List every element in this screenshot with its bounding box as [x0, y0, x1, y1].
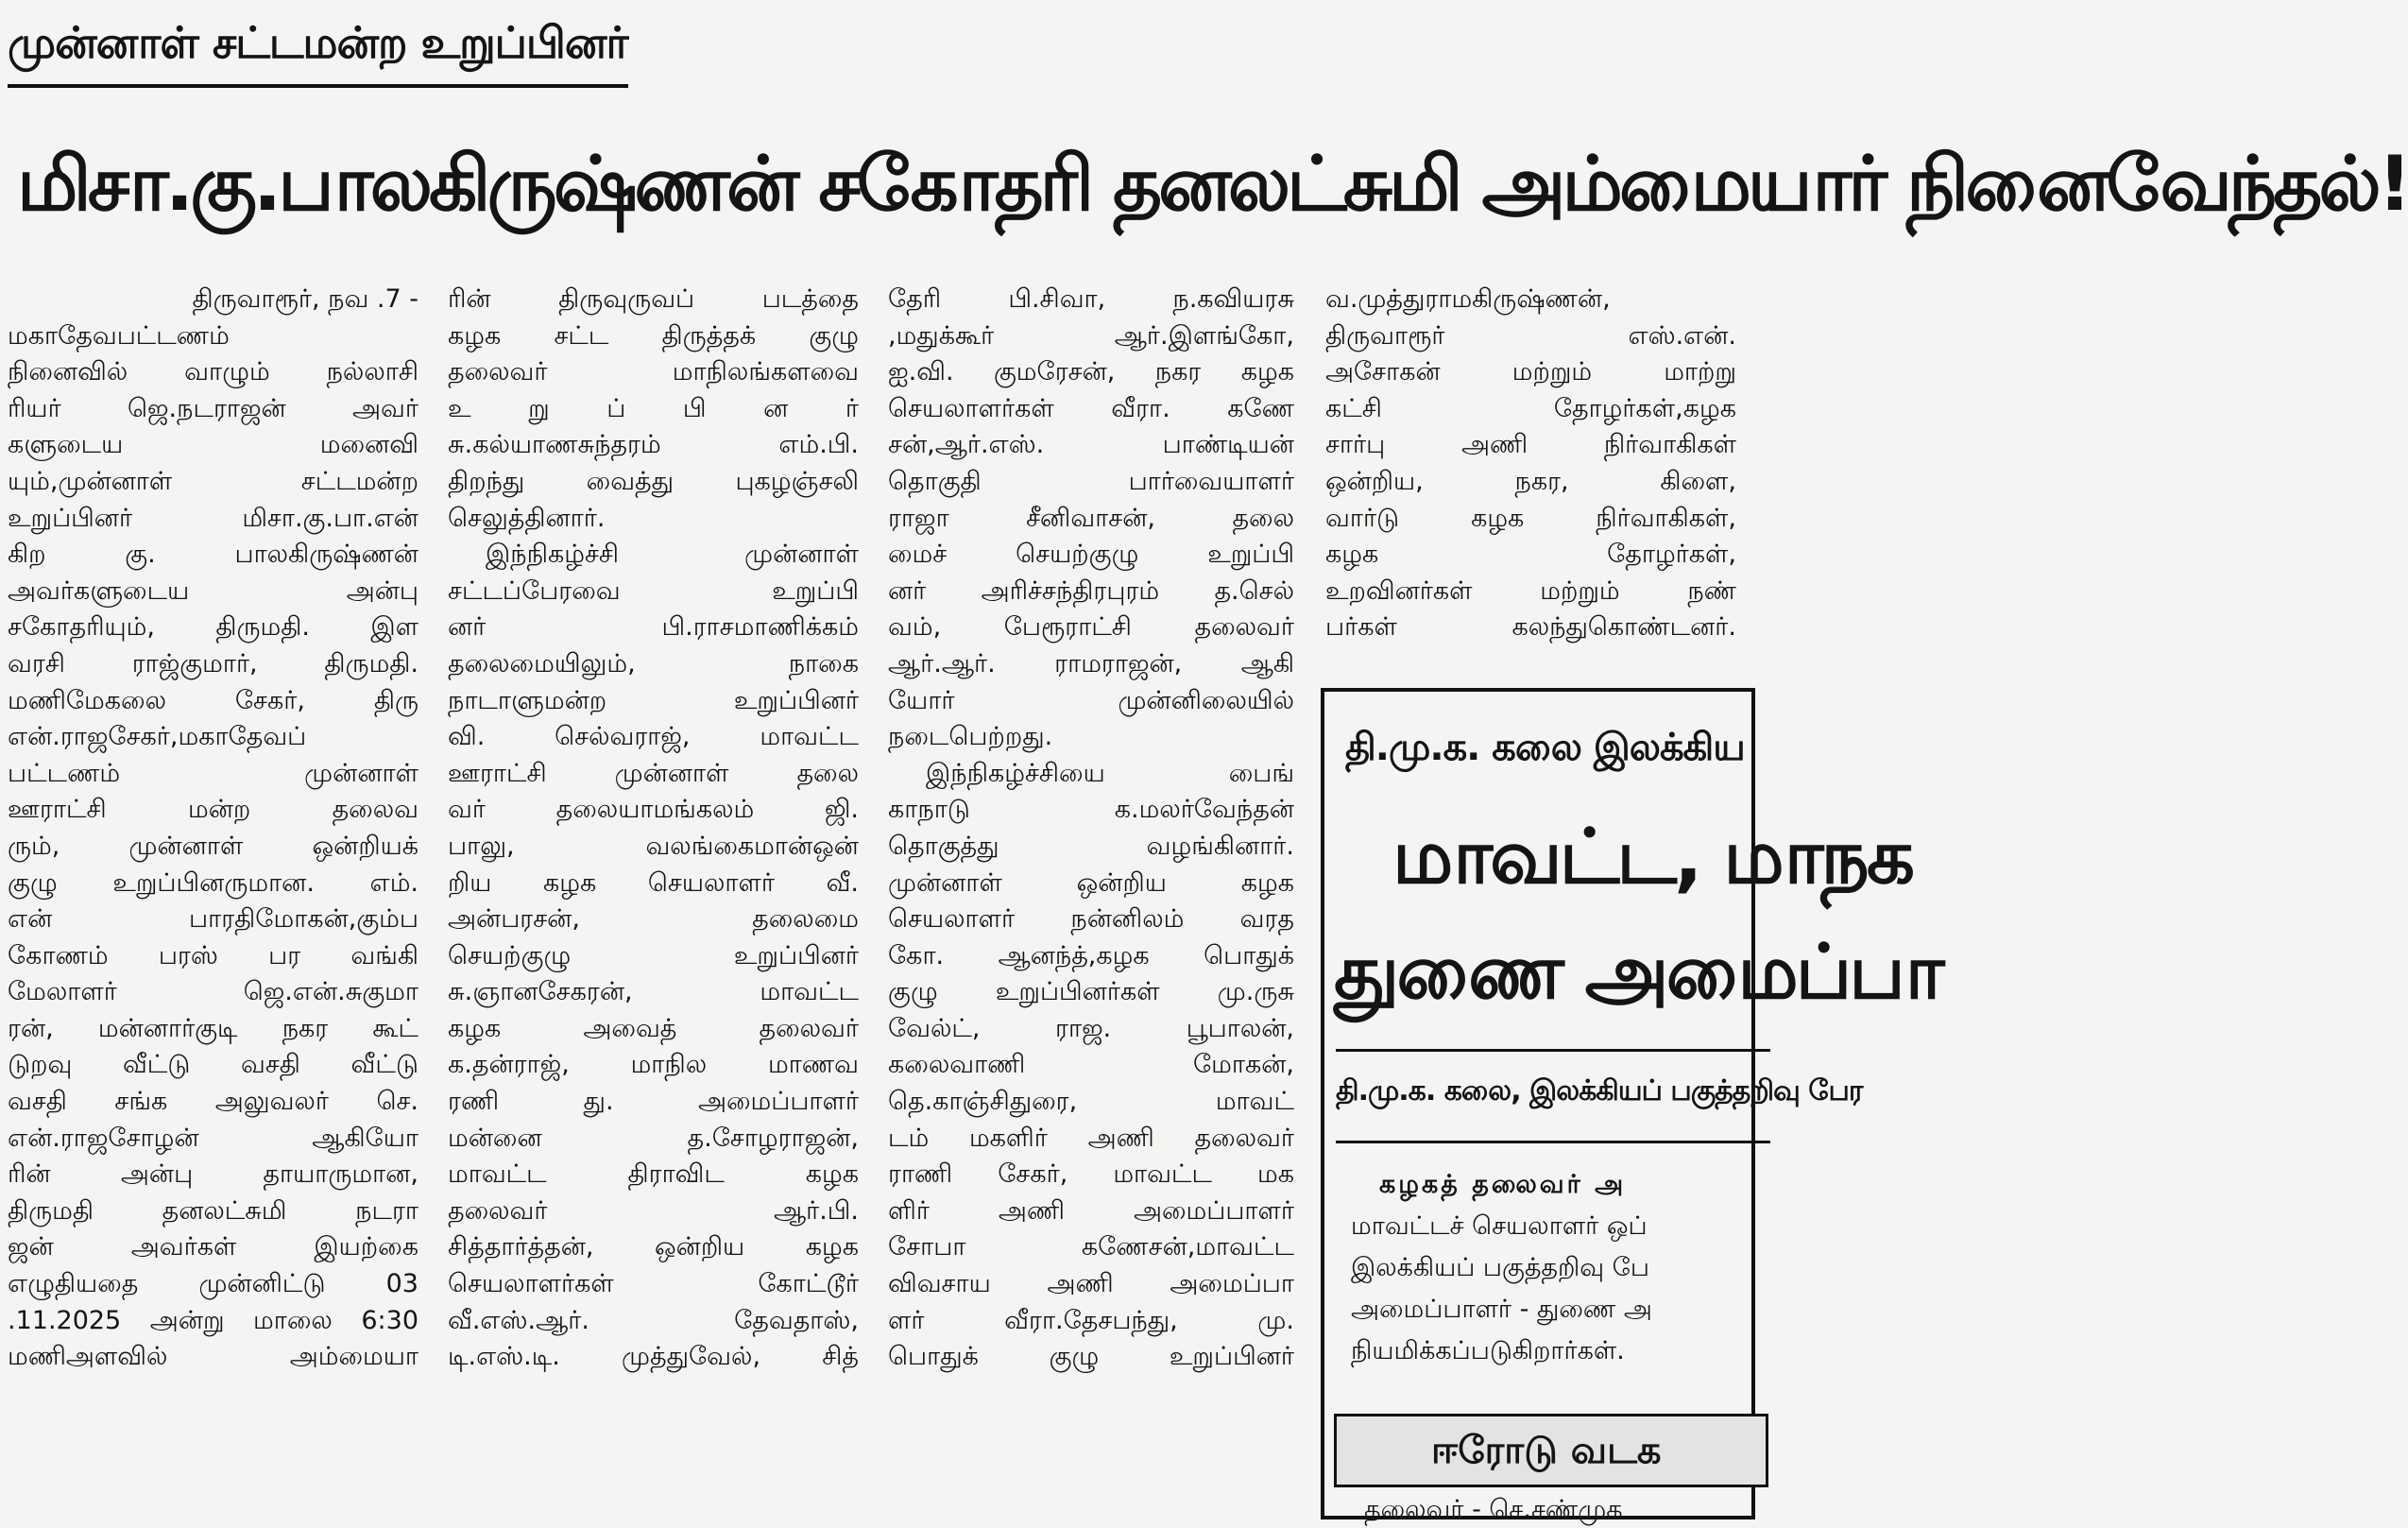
article-line: ரன், மன்னார்குடி நகர கூட்	[8, 1013, 418, 1043]
article-line: மைச் செயற்குழு உறுப்பி	[888, 540, 1294, 570]
article-line: இந்நிகழ்ச்சி முன்னாள்	[486, 540, 859, 570]
notice-bottom-line: தலைவர் - செ.சண்முக	[1364, 1495, 1623, 1524]
article-line: யும்,முன்னாள் சட்டமன்ற	[8, 466, 418, 496]
adjacent-notice-box	[1321, 688, 1942, 1524]
article-line: என்.ராஜசேகர்,மகாதேவப்	[8, 722, 307, 752]
article-line: தேரி பி.சிவா, ந.கவியரசு	[888, 284, 1294, 314]
notice-region-banner: ஈரோடு வடக	[1334, 1414, 1768, 1487]
article-line: வீ.எஸ்.ஆர். தேவதாஸ்,	[448, 1305, 859, 1335]
article-line: ரின் அன்பு தாயாருமான,	[8, 1159, 418, 1190]
article-line: ஊராட்சி முன்னாள் தலை	[448, 758, 859, 788]
article-line: குழு உறுப்பினருமான. எம்.	[8, 867, 418, 898]
article-line: செயலாளர்கள் வீரா. கணே	[888, 393, 1294, 423]
notice-body-line: மாவட்டச் செயலாளர் ஒப்	[1351, 1211, 1648, 1241]
article-line: பாலு, வலங்கைமான்ஒன்	[448, 831, 859, 861]
article-line: உ று ப் பி ன ர்	[448, 393, 859, 423]
article-line: ஆர்.ஆர். ராமராஜன், ஆகி	[888, 648, 1294, 678]
article-line: ,மதுக்கூர் ஆர்.இளங்கோ,	[888, 320, 1294, 351]
notice-subheading: தி.மு.க. கலை, இலக்கியப் பகுத்தறிவு பேர	[1336, 1074, 1863, 1107]
article-line: செயற்குழு உறுப்பினர்	[448, 940, 859, 970]
article-line: உறுப்பினர் மிசா.கு.பா.என்	[8, 503, 418, 533]
article-line: குழு உறுப்பினர்கள் மு.ருசு	[888, 977, 1294, 1007]
article-line: கோ. ஆனந்த்,கழக பொதுக்	[888, 940, 1294, 970]
article-line: வ.முத்துராமகிருஷ்ணன்,	[1325, 284, 1611, 314]
article-line: முன்னாள் ஒன்றிய கழக	[888, 867, 1294, 898]
article-line: ளிர் அணி அமைப்பாளர்	[888, 1195, 1294, 1226]
article-line: வேல்ட், ராஜ. பூபாலன்,	[888, 1013, 1294, 1043]
article-line: கிற கு. பாலகிருஷ்ணன்	[8, 540, 418, 570]
article-line: தலைமையிலும், நாகை	[448, 648, 859, 678]
article-line: நினைவில் வாழும் நல்லாசி	[8, 357, 418, 387]
notice-heading: தி.மு.க. கலை இலக்கிய	[1345, 726, 1745, 769]
article-line: அவர்களுடைய அன்பு	[8, 575, 418, 606]
article-line: சு.கல்யாணசுந்தரம் எம்.பி.	[448, 430, 859, 460]
kicker-heading: முன்னாள் சட்டமன்ற உறுப்பினர்	[8, 17, 628, 88]
article-line: றிய கழக செயலாளர் வீ.	[448, 867, 859, 898]
article-line: ராஜா சீனிவாசன், தலை	[888, 503, 1294, 533]
article-line: எழுதியதை முன்னிட்டு 03	[8, 1269, 418, 1299]
article-line: வர் தலையாமங்கலம் ஜி.	[448, 795, 859, 825]
article-line: பொதுக் குழு உறுப்பினர்	[888, 1342, 1294, 1372]
article-line: டுறவு வீட்டு வசதி வீட்டு	[8, 1050, 418, 1080]
article-line: மேலாளர் ஜெ.என்.சுகுமா	[8, 977, 418, 1007]
notice-body-line: இலக்கியப் பகுத்தறிவு பே	[1351, 1253, 1649, 1282]
article-line: தொகுத்து வழங்கினார்.	[888, 831, 1294, 861]
article-line: உறவினர்கள் மற்றும் நண்	[1325, 575, 1736, 606]
article-line: சட்டப்பேரவை உறுப்பி	[448, 575, 859, 606]
article-line: நடைபெற்றது.	[888, 722, 1053, 752]
article-line: ளர் வீரா.தேசபந்து, மு.	[888, 1305, 1294, 1335]
article-column-3	[888, 282, 1294, 1506]
article-line: அன்பரசன், தலைமை	[448, 904, 859, 935]
article-line: சார்பு அணி நிர்வாகிகள்	[1325, 430, 1736, 460]
article-line: சு.ஞானசேகரன், மாவட்ட	[448, 977, 859, 1007]
article-column-4	[1325, 282, 1736, 678]
article-line: களுடைய மனைவி	[8, 430, 418, 460]
article-line: கலைவாணி மோகன்,	[888, 1050, 1294, 1080]
article-line: திறந்து வைத்து புகழஞ்சலி	[448, 466, 859, 496]
article-line: கழக தோழர்கள்,	[1325, 540, 1736, 570]
notice-body-line: நியமிக்கப்படுகிறார்கள்.	[1351, 1336, 1625, 1365]
article-line: ராணி சேகர், மாவட்ட மக	[888, 1159, 1294, 1190]
article-line: இந்நிகழ்ச்சியை பைங்	[926, 758, 1294, 788]
article-line: கோணம் பரஸ் பர வங்கி	[8, 940, 418, 970]
article-line: ரின் திருவுருவப் படத்தை	[448, 284, 859, 314]
article-line: சோபா கணேசன்,மாவட்ட	[888, 1232, 1294, 1262]
article-line: ரும், முன்னாள் ஒன்றியக்	[8, 831, 418, 861]
notice-title-line-1: மாவட்ட, மாநக	[1392, 813, 1912, 901]
article-line: டி.எஸ்.டி. முத்துவேல், சித்	[448, 1342, 859, 1372]
article-line: பட்டணம் முன்னாள்	[8, 758, 418, 788]
article-line: பர்கள் கலந்துகொண்டனர்.	[1325, 612, 1736, 643]
article-line: வம், பேரூராட்சி தலைவர்	[888, 612, 1294, 643]
article-line: ரணி து. அமைப்பாளர்	[448, 1087, 859, 1117]
article-line: வி. செல்வராஜ், மாவட்ட	[448, 722, 859, 752]
notice-divider	[1336, 1049, 1770, 1052]
notice-divider	[1336, 1141, 1770, 1143]
article-line: சகோதரியும், திருமதி. இள	[8, 612, 418, 643]
article-line: தொகுதி பார்வையாளர்	[888, 466, 1294, 496]
article-line: என்.ராஜசோழன் ஆகியோ	[8, 1123, 418, 1153]
article-line: விவசாய அணி அமைப்பா	[888, 1269, 1294, 1299]
article-line: கட்சி தோழர்கள்,கழக	[1325, 393, 1736, 423]
article-line: தெ.காஞ்சிதுரை, மாவட்	[888, 1087, 1294, 1117]
article-line: ஐ.வி. குமரேசன், நகர கழக	[888, 357, 1294, 387]
article-line: சித்தார்த்தன், ஒன்றிய கழக	[448, 1232, 859, 1262]
article-line: செயலாளர்கள் கோட்டூர்	[448, 1269, 859, 1299]
article-line: னர் அரிச்சந்திரபுரம் த.செல்	[888, 575, 1294, 606]
article-line: கழக அவைத் தலைவர்	[448, 1013, 859, 1043]
article-line: வரசி ராஜ்குமார், திருமதி.	[8, 648, 418, 678]
article-line: மன்னை த.சோழராஜன்,	[448, 1123, 859, 1153]
article-line: க.தன்ராஜ், மாநில மாணவ	[448, 1050, 859, 1080]
headline: மிசா.கு.பாலகிருஷ்ணன் சகோதரி தனலட்சுமி அம்மையார் நினைவேந்தல்!	[17, 140, 2408, 228]
article-line: செலுத்தினார்.	[448, 503, 606, 533]
notice-body-line: அமைப்பாளர் - துணை அ	[1351, 1295, 1652, 1324]
article-line: மாவட்ட திராவிட கழக	[448, 1159, 859, 1190]
article-line: திருமதி தனலட்சுமி நடரா	[8, 1195, 418, 1226]
notice-body	[1351, 1164, 1767, 1372]
article-line: .11.2025 அன்று மாலை 6:30	[8, 1305, 418, 1335]
article-line: என் பாரதிமோகன்,கும்ப	[8, 904, 418, 935]
article-line: மகாதேவபட்டணம்	[8, 320, 230, 351]
article-line: திருவாரூர் எஸ்.என்.	[1325, 320, 1736, 351]
article-line: தலைவர் மாநிலங்களவை	[448, 357, 859, 387]
article-line: டம் மகளிர் அணி தலைவர்	[888, 1123, 1294, 1153]
article-line: அசோகன் மற்றும் மாற்று	[1325, 357, 1736, 387]
article-column-2	[448, 282, 859, 1506]
article-line: ஜன் அவர்கள் இயற்கை	[8, 1232, 418, 1262]
article-line: வசதி சங்க அலுவலர் செ.	[8, 1087, 418, 1117]
article-line: காநாடு க.மலர்வேந்தன்	[888, 795, 1294, 825]
article-line: யோர் முன்னிலையில்	[888, 685, 1294, 715]
article-line: தலைவர் ஆர்.பி.	[448, 1195, 859, 1226]
article-line: நாடாளுமன்ற உறுப்பினர்	[448, 685, 859, 715]
article-line: ஊராட்சி மன்ற தலைவ	[8, 795, 418, 825]
article-line: வார்டு கழக நிர்வாகிகள்,	[1325, 503, 1736, 533]
article-line: திருவாரூர், நவ .7 -	[192, 284, 418, 314]
article-line: மணிமேகலை சேகர், திரு	[8, 685, 418, 715]
notice-body-lead: கழகத் தலைவர் அ	[1379, 1170, 1627, 1199]
notice-title-line-2: துணை அமைப்பா	[1334, 928, 1942, 1016]
article-line: னர் பி.ராசமாணிக்கம்	[448, 612, 859, 643]
article-line: மணிஅளவில் அம்மையா	[8, 1342, 418, 1372]
article-line: சன்,ஆர்.எஸ். பாண்டியன்	[888, 430, 1294, 460]
article-line: ஒன்றிய, நகர, கிளை,	[1325, 466, 1736, 496]
article-column-1	[8, 282, 418, 1506]
article-line: ரியர் ஜெ.நடராஜன் அவர்	[8, 393, 418, 423]
article-line: செயலாளர் நன்னிலம் வரத	[888, 904, 1294, 935]
article-line: கழக சட்ட திருத்தக் குழு	[448, 320, 859, 351]
